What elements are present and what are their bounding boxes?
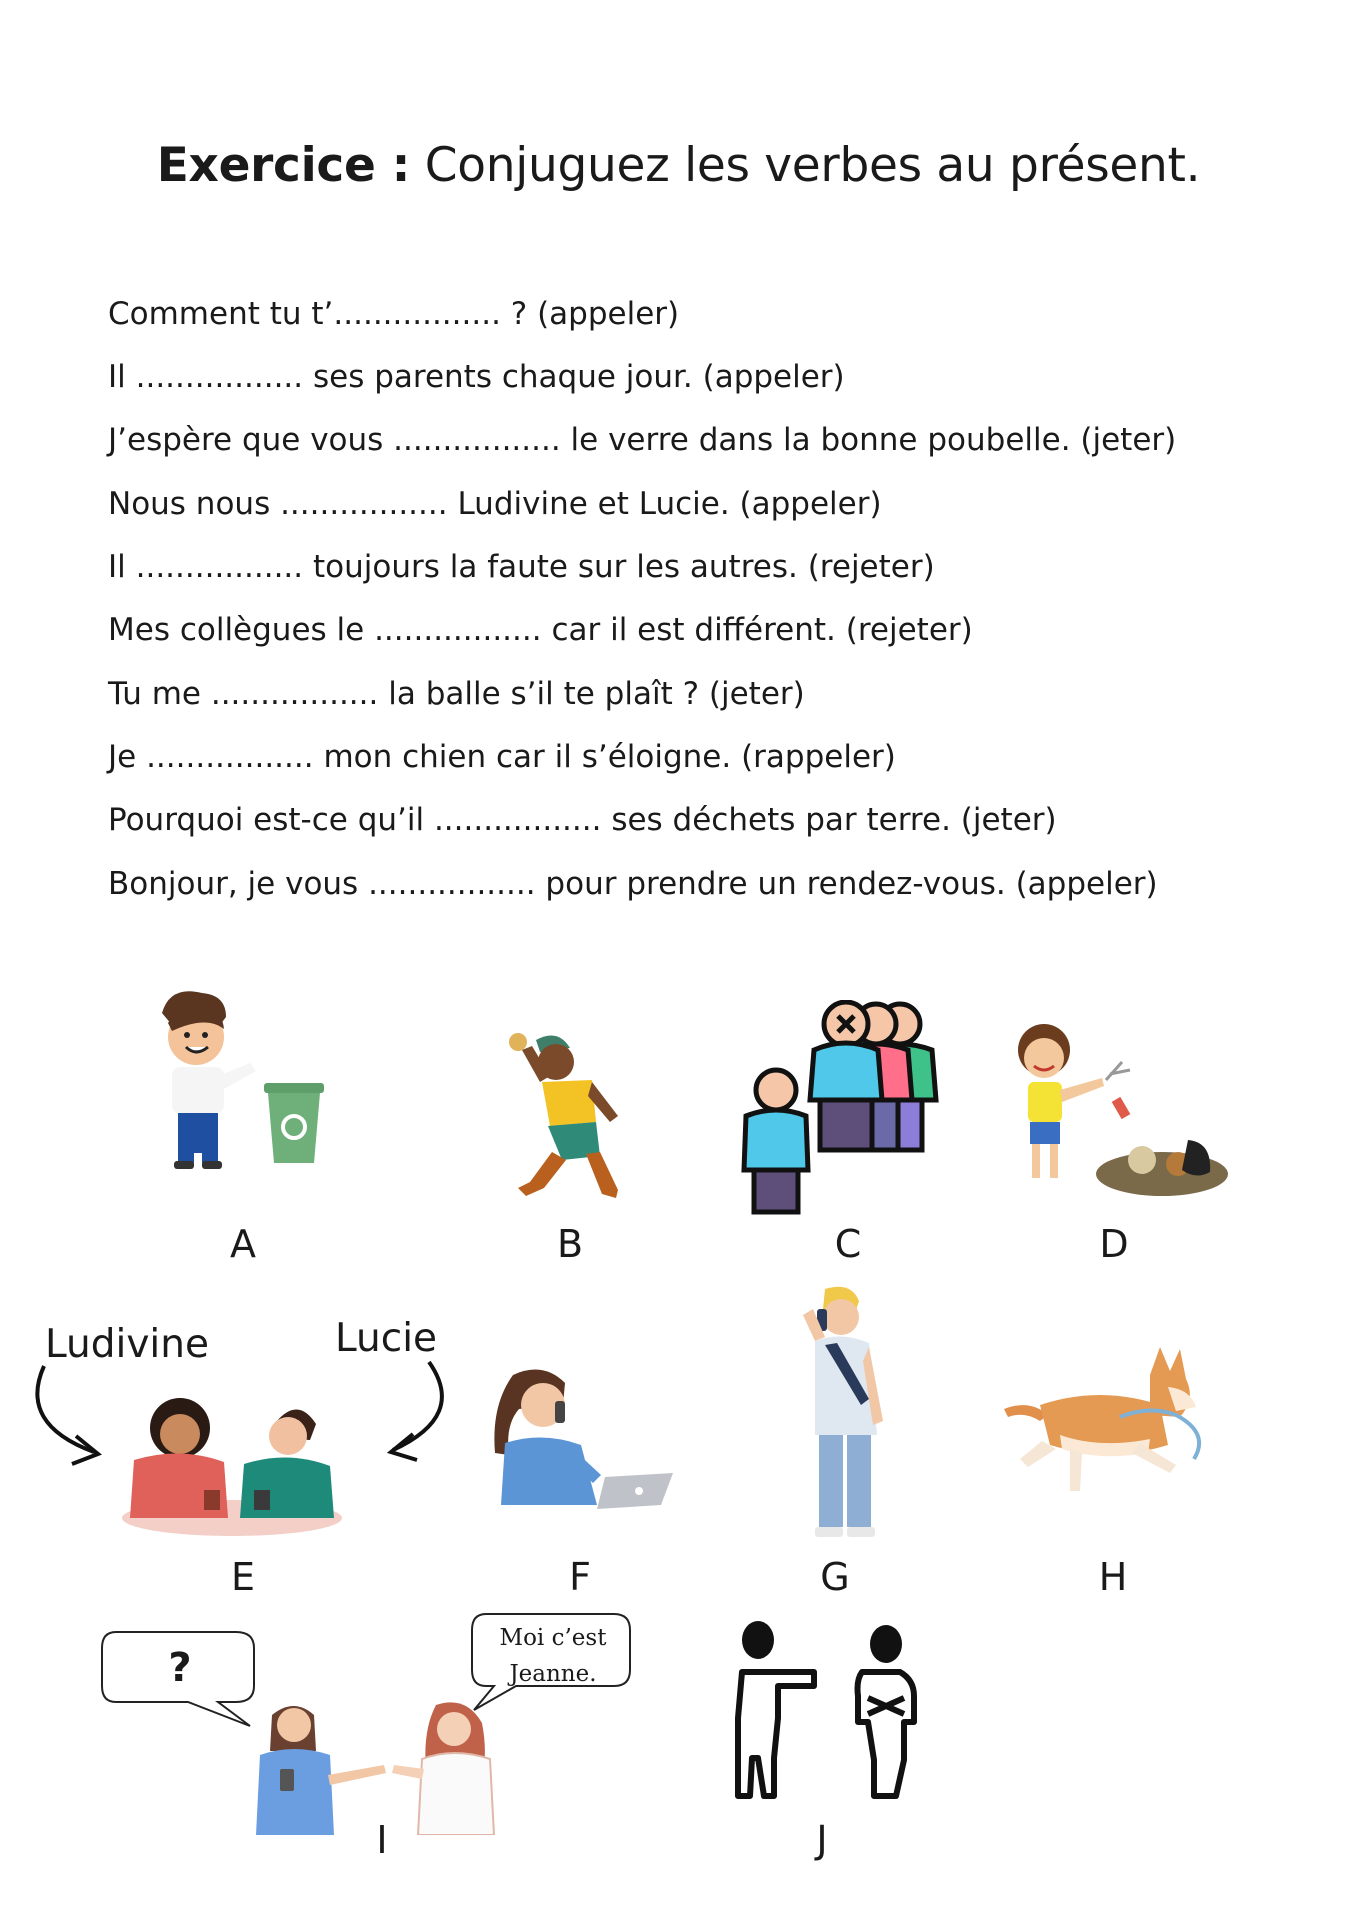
two-women-talking-illustration [120,1390,345,1540]
picture-letter-d: D [1099,1222,1129,1266]
question-mark-text: ? [168,1645,192,1691]
reply-bubble-text [478,1620,628,1692]
exercise-text: Nous nous ................. Ludivine et Lucie. (appeler) [108,486,882,522]
picture-letter-h: H [1098,1555,1128,1599]
exercise-text: J’espère que vous ................. le verre dans la bonne poubelle. (jeter) [108,422,1177,458]
exercise-text: Il ................. toujours la faute sur les autres. (rejeter) [108,549,935,585]
boy-throwing-ball-illustration [500,1020,640,1210]
name-label-ludivine: Ludivine [45,1322,209,1367]
woman-phone-laptop-illustration [485,1365,675,1520]
title-rest: Conjuguez les verbes au présent. [410,138,1201,193]
running-dog-illustration [1000,1345,1220,1505]
picture-letter-g: G [820,1555,850,1599]
two-women-introduction-illustration [250,1695,510,1835]
picture-letter-c: C [834,1222,862,1266]
exclusion-group-icon [740,1000,960,1220]
man-on-phone-illustration [785,1285,895,1545]
exercise-text: Je ................. mon chien car il s’éloigne. (rappeler) [108,739,896,775]
title-bold: Exercice : [156,138,411,193]
reply-line-1: Moi c’est [499,1625,607,1651]
picture-letter-a: A [230,1222,256,1266]
exercise-text: Bonjour, je vous ................. pour prendre un rendez-vous. (appeler) [108,866,1158,902]
boy-recycling-illustration [150,985,340,1175]
exercise-text: Comment tu t’................. ? (appeler) [108,296,680,332]
curved-arrow-right-icon [385,1356,455,1466]
exercise-text: Il ................. ses parents chaque jour. (appeler) [108,359,845,395]
exercise-text: Mes collègues le ................. car il est différent. (rejeter) [108,612,973,648]
picture-letter-i: I [376,1818,388,1862]
exercise-text: Pourquoi est-ce qu’il ................. ses déchets par terre. (jeter) [108,802,1057,838]
picture-letter-e: E [230,1555,255,1599]
boy-littering-illustration [1010,1010,1230,1200]
picture-letter-b: B [556,1222,584,1266]
reply-line-2: Jeanne. [509,1661,597,1687]
curved-arrow-left-icon [24,1360,104,1470]
name-label-lucie: Lucie [335,1316,438,1361]
picture-letter-j: J [816,1818,828,1862]
pointing-people-pictogram [728,1618,924,1808]
exercise-text: Tu me ................. la balle s’il te plaît ? (jeter) [108,676,805,712]
page-title [0,138,1357,193]
picture-letter-f: F [569,1555,591,1599]
